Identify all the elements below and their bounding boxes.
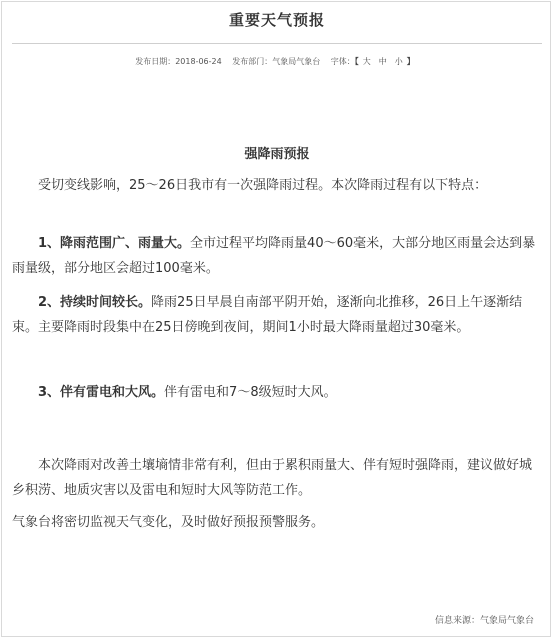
forecast-heading: 强降雨预报 [244,147,310,162]
bracket-open: 【 [354,57,359,66]
title-divider [12,43,542,44]
point-3-text: 伴有雷电和7～8级短时大风。 [164,385,337,400]
closing-paragraph: 气象台将密切监视天气变化，及时做好预报预警服务。 [12,515,325,530]
info-source-label: 信息来源： [434,616,480,626]
font-size-large-link[interactable]: 大 [362,57,371,66]
bracket-close: 】 [406,57,415,66]
point-2-paragraph [12,290,542,340]
font-size-medium-link[interactable]: 中 [378,57,387,66]
point-3-paragraph [12,380,542,405]
publish-date [135,57,226,66]
intro-paragraph: 受切变线影响，25～26日我市有一次强降雨过程。本次降雨过程有以下特点： [38,178,488,193]
point-3-lead: 3、伴有雷电和大风。 [38,385,165,400]
point-1-lead: 1、降雨范围广、雨量大。 [38,236,191,251]
point-1-text: 全市过程平均降雨量40～60毫米，大部分地区雨量会达到暴雨量级，部分地区会超过100毫米。 [12,236,536,276]
point-2-text: 降雨25日早晨自南部平阴开始，逐渐向北推移，26日上午逐渐结束。主要降雨时段集中在25日傍晚到夜间，期间1小时最大降雨量超过30毫米。 [12,295,523,335]
info-source [435,613,534,626]
publish-dept [232,57,324,66]
info-source-value: 气象局气象台 [479,616,534,626]
publish-dept-value: 气象局气象台 [272,57,321,66]
font-size-label: 字体： [330,57,355,66]
publish-date-value: 2018-06-24 [175,57,222,66]
publish-date-label: 发布日期： [135,57,176,66]
publish-dept-label: 发布部门： [232,57,273,66]
point-1-paragraph [12,231,542,281]
page-title: 重要天气预报 [228,11,325,29]
article-meta [0,56,554,67]
point-2-lead: 2、持续时间较长。 [38,295,152,310]
advice-paragraph: 本次降雨对改善土壤墒情非常有利，但由于累积雨量大、伴有短时强降雨，建议做好城乡积涝、地质灾害以及雷电和短时大风等防范工作。 [12,458,533,498]
font-size-small-link[interactable]: 小 [394,57,403,66]
font-size-control [331,57,415,66]
